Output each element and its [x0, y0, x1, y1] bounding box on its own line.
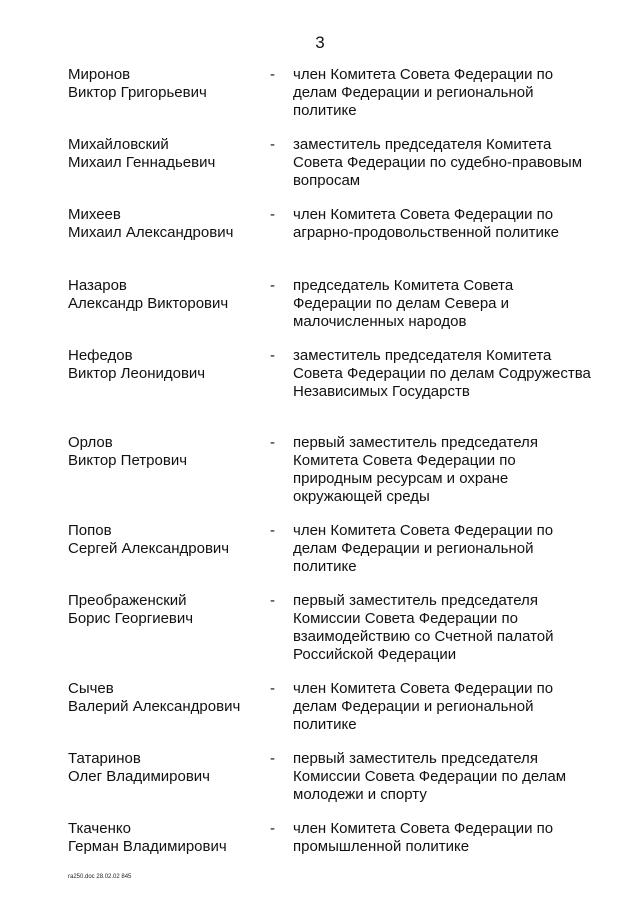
- separator-dash: -: [270, 680, 275, 697]
- member-role: член Комитета Совета Федерации по промышленной политике: [293, 820, 554, 855]
- member-surname: Преображенский: [68, 592, 187, 609]
- member-role: член Комитета Совета Федерации по делам Федерации и региональной политике: [293, 522, 554, 575]
- member-name: [68, 277, 258, 313]
- document-footer: ra250.doc 28.02.02 845: [68, 874, 132, 880]
- member-name: [68, 66, 258, 102]
- member-role: член Комитета Совета Федерации по делам Федерации и региональной политике: [293, 680, 554, 733]
- member-surname: Михайловский: [68, 136, 169, 153]
- member-surname: Назаров: [68, 277, 127, 294]
- member-surname: Татаринов: [68, 750, 141, 767]
- separator-dash: -: [270, 820, 275, 837]
- separator-dash: -: [270, 136, 275, 153]
- member-role: заместитель председателя Комитета Совета Федерации по делам Содружества Независимых Государств: [293, 347, 591, 400]
- member-given-name: Олег Владимирович: [68, 768, 211, 785]
- member-given-name: Александр Викторович: [68, 295, 229, 312]
- member-name: [68, 434, 258, 470]
- member-surname: Ткаченко: [68, 820, 131, 837]
- member-given-name: Виктор Григорьевич: [68, 84, 207, 101]
- member-role: член Комитета Совета Федерации по аграрно-продовольственной политике: [293, 206, 559, 241]
- separator-dash: -: [270, 522, 275, 539]
- member-role: председатель Комитета Совета Федерации по делам Севера и малочисленных народов: [293, 277, 514, 330]
- member-name: [68, 750, 258, 786]
- member-surname: Попов: [68, 522, 112, 539]
- member-role: первый заместитель председателя Комиссии Совета Федерации по взаимодействию со Счетной палатой Российской Федерации: [293, 592, 554, 663]
- member-role: член Комитета Совета Федерации по делам Федерации и региональной политике: [293, 66, 554, 119]
- member-name: [68, 206, 258, 242]
- member-role: первый заместитель председателя Комитета Совета Федерации по природным ресурсам и охране окружающей среды: [293, 434, 538, 505]
- member-role: первый заместитель председателя Комиссии Совета Федерации по делам молодежи и спорту: [293, 750, 567, 803]
- member-name: [68, 522, 258, 558]
- member-given-name: Борис Георгиевич: [68, 610, 194, 627]
- member-surname: Михеев: [68, 206, 121, 223]
- member-given-name: Михаил Геннадьевич: [68, 154, 216, 171]
- member-given-name: Герман Владимирович: [68, 838, 227, 855]
- member-name: [68, 820, 258, 856]
- member-given-name: Сергей Александрович: [68, 540, 230, 557]
- member-given-name: Виктор Леонидович: [68, 365, 206, 382]
- page-number: 3: [315, 33, 325, 52]
- member-name: [68, 680, 258, 716]
- member-surname: Сычев: [68, 680, 114, 697]
- member-name: [68, 347, 258, 383]
- separator-dash: -: [270, 434, 275, 451]
- separator-dash: -: [270, 592, 275, 609]
- member-name: [68, 592, 258, 628]
- member-surname: Нефедов: [68, 347, 133, 364]
- member-surname: Миронов: [68, 66, 131, 83]
- member-name: [68, 136, 258, 172]
- separator-dash: -: [270, 750, 275, 767]
- member-given-name: Валерий Александрович: [68, 698, 241, 715]
- member-surname: Орлов: [68, 434, 113, 451]
- separator-dash: -: [270, 206, 275, 223]
- member-given-name: Виктор Петрович: [68, 452, 188, 469]
- separator-dash: -: [270, 347, 275, 364]
- member-given-name: Михаил Александрович: [68, 224, 234, 241]
- separator-dash: -: [270, 66, 275, 83]
- separator-dash: -: [270, 277, 275, 294]
- member-role: заместитель председателя Комитета Совета Федерации по судебно-правовым вопросам: [293, 136, 583, 189]
